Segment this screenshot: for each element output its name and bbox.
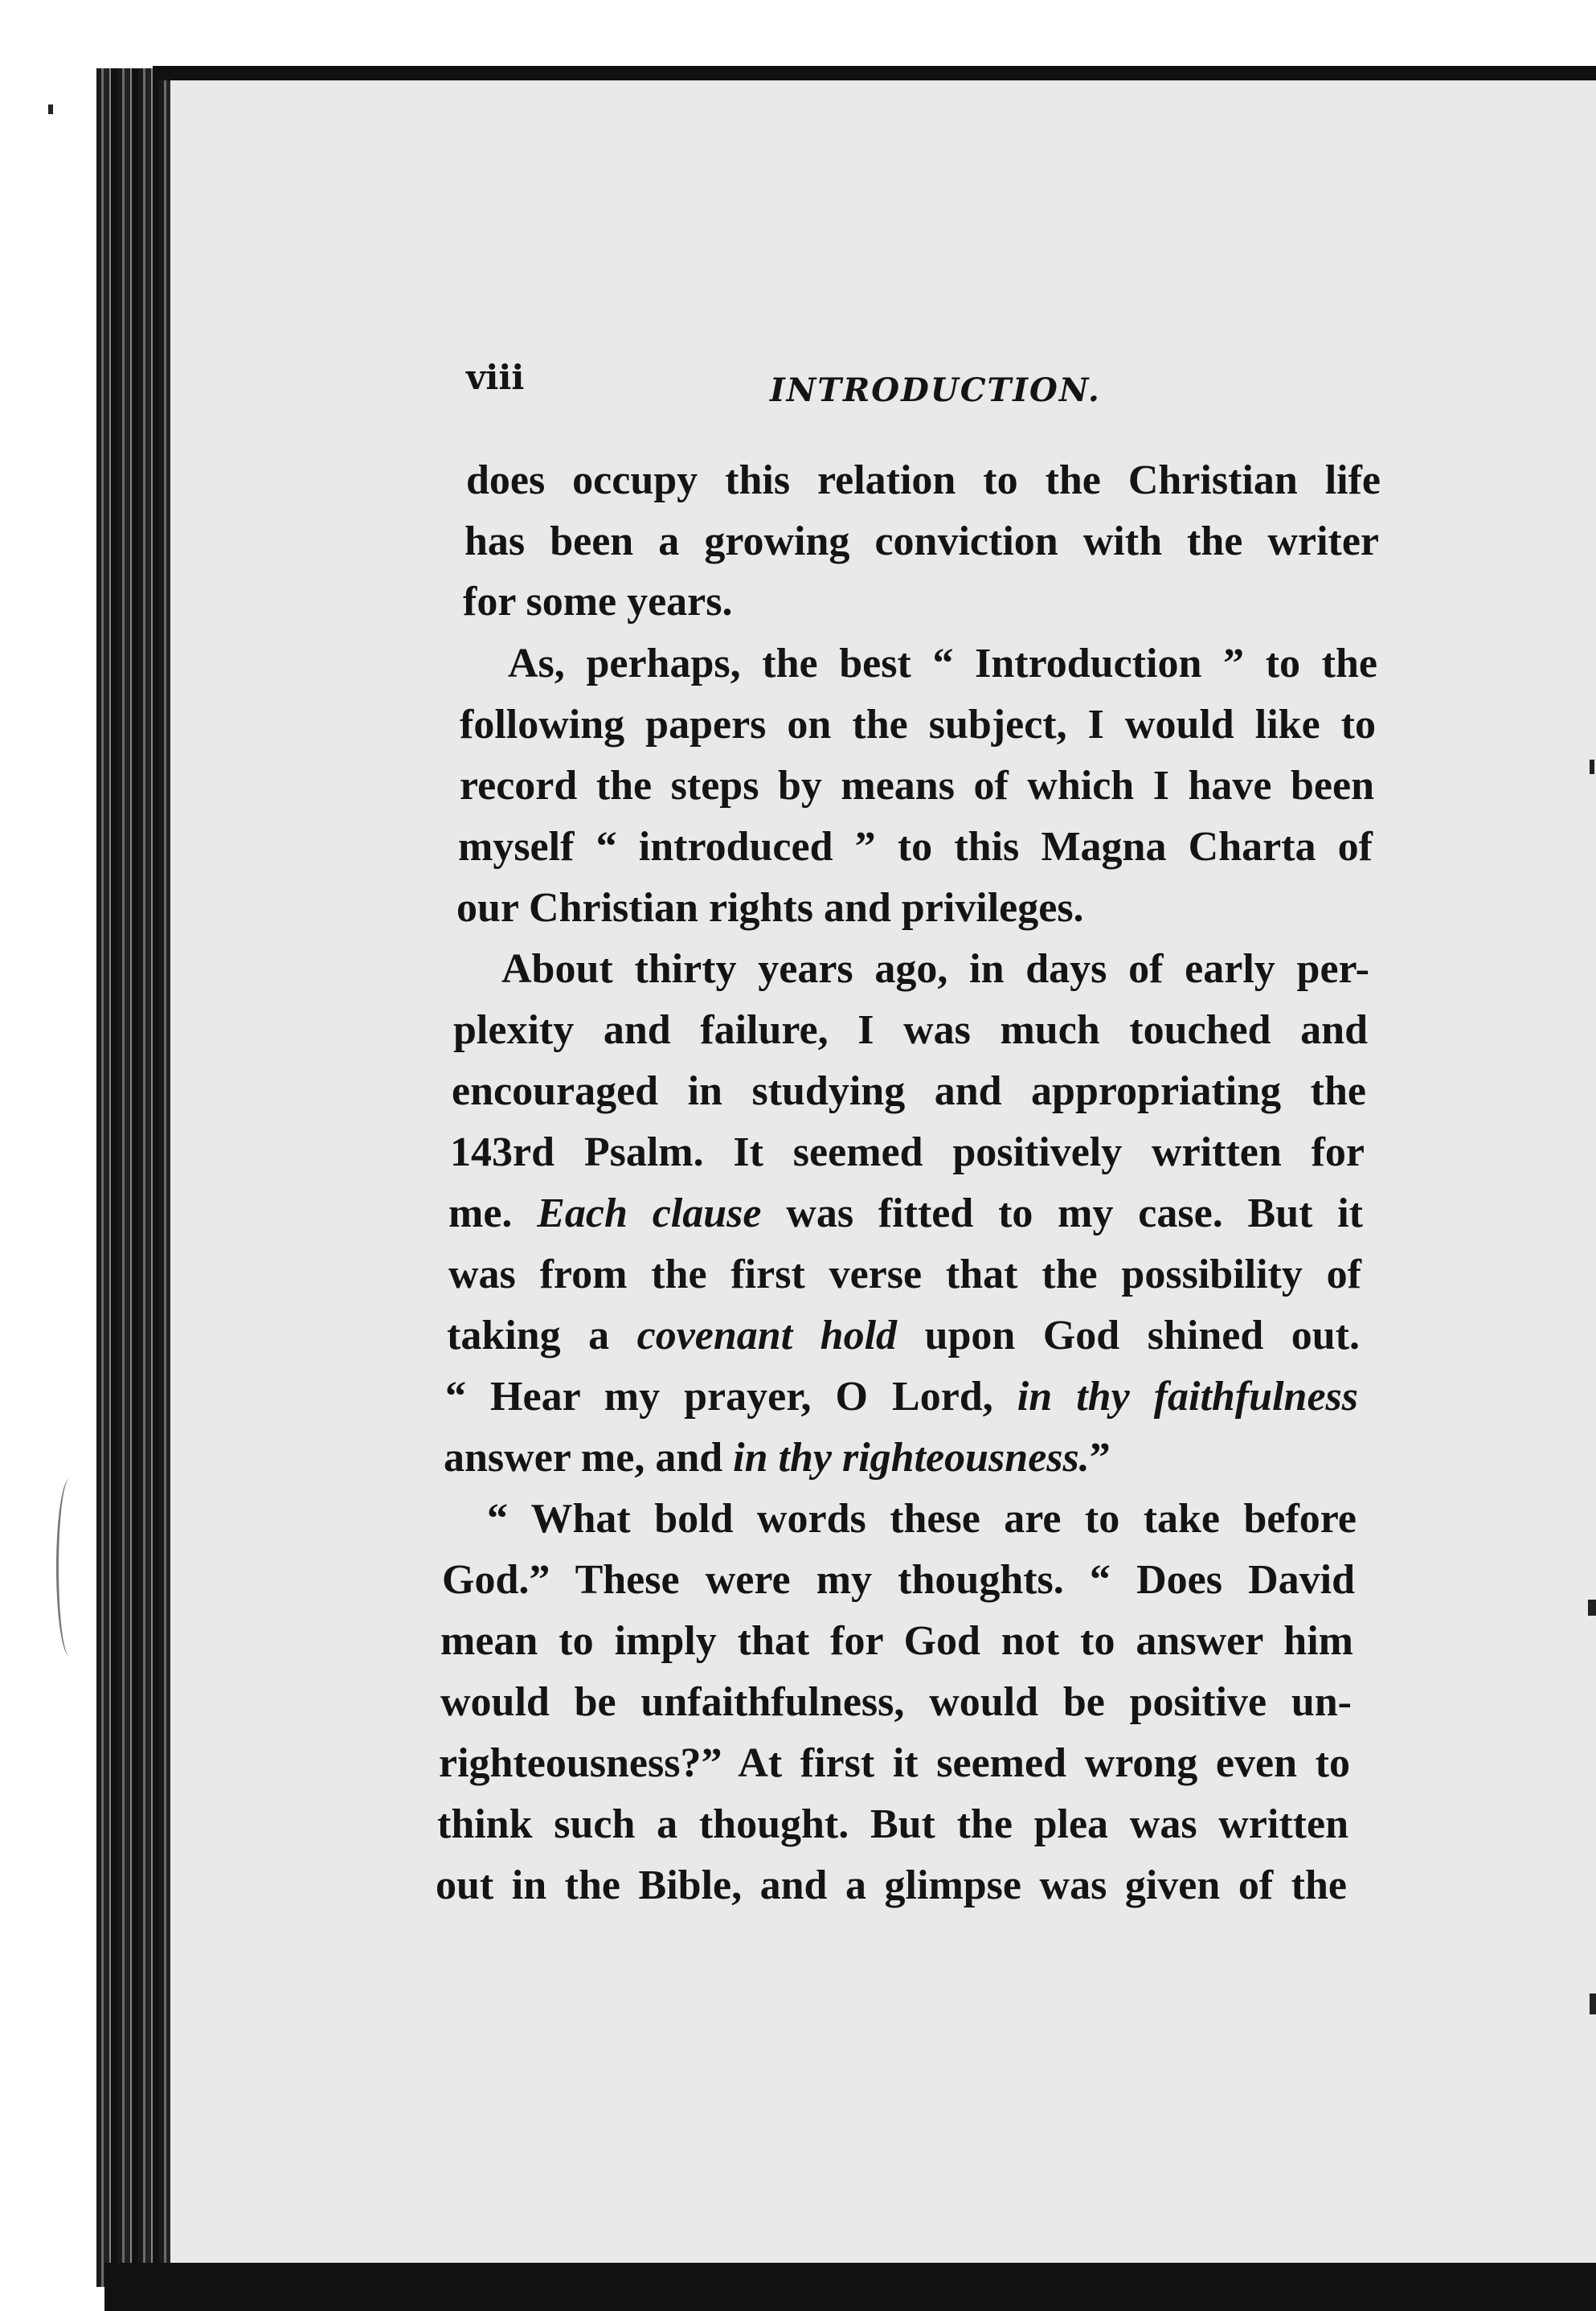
text-line: encouraged in studying and appropriating the	[452, 1068, 1366, 1114]
text-line: record the steps by means of which I have been	[460, 763, 1374, 809]
text-line: out in the Bible, and a glimpse was given of the	[436, 1862, 1347, 1908]
scan-speck	[1590, 760, 1594, 774]
text-line: following papers on the subject, I would like to	[460, 702, 1376, 748]
scan-speck	[1590, 1993, 1596, 2014]
book-spine-edge	[96, 68, 181, 2287]
text-line: has been a growing conviction with the writer	[464, 518, 1379, 564]
text-line: God.” These were my thoughts. “ Does David	[442, 1557, 1355, 1603]
text-line: would be unfaithfulness, would be positive un-	[440, 1679, 1352, 1725]
text-line: was from the first verse that the possibility of	[448, 1252, 1361, 1297]
text-line: plexity and failure, I was much touched and	[453, 1007, 1368, 1053]
scan-shadow	[56, 1479, 83, 1656]
scan-margin-top	[0, 0, 1596, 72]
text-line: answer me, and in thy righteousness.”	[444, 1435, 1111, 1481]
text-line: mean to imply that for God not to answer him	[440, 1618, 1353, 1664]
text-line: taking a covenant hold upon God shined out.	[447, 1313, 1361, 1358]
text-line: our Christian rights and privileges.	[456, 885, 1084, 931]
text-line: for some years.	[463, 579, 733, 625]
text-line: me. Each clause was fitted to my case. But it	[448, 1190, 1363, 1236]
text-line: “ What bold words these are to take before	[487, 1496, 1357, 1542]
text-line: “ Hear my prayer, O Lord, in thy faithfulness	[445, 1374, 1358, 1420]
scan-border-bottom	[104, 2263, 1596, 2311]
text-line: does occupy this relation to the Christian life	[466, 457, 1381, 503]
text-line: think such a thought. But the plea was written	[437, 1801, 1348, 1847]
running-head: INTRODUCTION.	[770, 371, 1101, 409]
scan-speck	[1588, 1600, 1596, 1616]
text-line: As, perhaps, the best “ Introduction ” to the	[508, 641, 1377, 686]
text-line: About thirty years ago, in days of early per-	[501, 946, 1369, 992]
page-number: viii	[466, 358, 525, 397]
text-line: 143rd Psalm. It seemed positively written for	[450, 1129, 1365, 1175]
text-line: myself “ introduced ” to this Magna Charta of	[458, 824, 1373, 870]
scan-speck	[48, 104, 53, 114]
text-line: righteousness?” At first it seemed wrong even to	[439, 1740, 1350, 1786]
scan-border-top	[153, 66, 1596, 80]
